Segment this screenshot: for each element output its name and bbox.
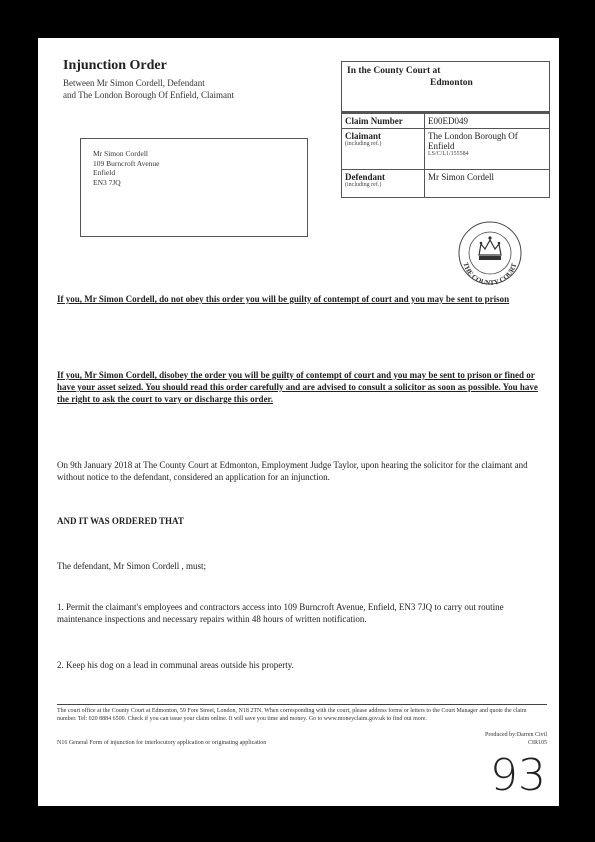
parties-block <box>63 77 234 101</box>
ordered-heading: AND IT WAS ORDERED THAT <box>57 516 184 526</box>
footer-divider <box>57 704 547 705</box>
court-details-table <box>341 61 550 198</box>
claim-number-row <box>342 112 549 128</box>
form-code: CIR105 <box>527 740 547 746</box>
form-name: N16 General Form of injunction for interlocutory application or originating application <box>57 740 267 746</box>
produced-by: Produced by:Darren Civil <box>485 732 547 738</box>
seal-text: THE COUNTY COURT <box>461 261 519 288</box>
producer-block <box>418 731 547 747</box>
claimant-label: Claimant <box>345 131 381 141</box>
defendant-row <box>342 169 549 197</box>
claim-number-value: E00ED049 <box>428 116 468 126</box>
handwritten-page-number: 93 <box>490 750 546 801</box>
claim-number-label: Claim Number <box>342 114 425 128</box>
address-block <box>93 149 160 187</box>
defendant-must-line: The defendant, Mr Simon Cordell , must; <box>57 561 206 571</box>
contempt-warning: If you, Mr Simon Cordell, do not obey this order you will be guilty of contempt of court and you may be sent to prison <box>57 294 510 304</box>
document-title: Injunction Order <box>63 58 167 73</box>
address-line-2: 109 Burncroft Avenue <box>93 158 160 168</box>
court-seal-stamp <box>455 218 525 288</box>
address-line-4: EN3 7JQ <box>93 177 121 187</box>
claimant-value-cell <box>425 129 549 169</box>
penal-notice: If you, Mr Simon Cordell, disobey the order you will be guilty of contempt of court and you may be sent to prison or fined or have your asset seized. You should read this order carefully and are advised to consult a solicitor as soon as possible. You have the right to ask the court to vary or discharge this order. <box>57 370 538 404</box>
defendant-sublabel: (including ref.) <box>345 182 382 188</box>
claimant-reference: LS/C/L1/155584 <box>428 151 469 157</box>
claimant-row <box>342 128 549 169</box>
court-name-line-2: Edmonton <box>430 78 473 88</box>
court-name-line-1: In the County Court at <box>347 66 441 76</box>
address-line-3: Enfield <box>93 168 116 177</box>
defendant-label: Defendant <box>345 172 385 182</box>
claimant-value-line-1: The London Borough Of <box>428 131 518 141</box>
crown-icon <box>479 236 501 260</box>
order-item-1: 1. Permit the claimant's employees and contractors access into 109 Burncroft Avenue, Enfield, EN3 7JQ to carry out routine maintenance inspections and necessary repairs within 48 hours of written notification. <box>57 602 504 624</box>
address-box <box>80 138 308 237</box>
order-item-2: 2. Keep his dog on a lead in communal areas outside his property. <box>57 660 294 670</box>
court-office-notice: The court office at the County Court at Edmonton, 59 Fore Street, London, N18 2TN. When corresponding with the court, please address forms or letters to the Court Manager and quote the claim number. Tel: 020 8884 6500. Check if you can issue your claim online. It will save you time and money. Go to www.moneyclaim.gov.uk to find out more. <box>57 708 527 722</box>
defendant-value: Mr Simon Cordell <box>428 172 495 182</box>
hearing-paragraph: On 9th January 2018 at The County Court at Edmonton, Employment Judge Taylor, upon hearing the solicitor for the claimant and without notice to the defendant, considered an application for an injunction. <box>57 460 528 482</box>
document-page <box>38 38 559 806</box>
parties-line-1: Between Mr Simon Cordell, Defendant <box>63 78 205 88</box>
court-header-cell <box>342 62 549 112</box>
claimant-label-cell <box>342 129 425 169</box>
defendant-label-cell <box>342 170 425 197</box>
parties-line-2: and The London Borough Of Enfield, Claimant <box>63 90 235 100</box>
address-line-1: Mr Simon Cordell <box>93 149 149 158</box>
claimant-value-line-2: Enfield <box>428 141 455 151</box>
claimant-sublabel: (including ref.) <box>345 141 382 147</box>
